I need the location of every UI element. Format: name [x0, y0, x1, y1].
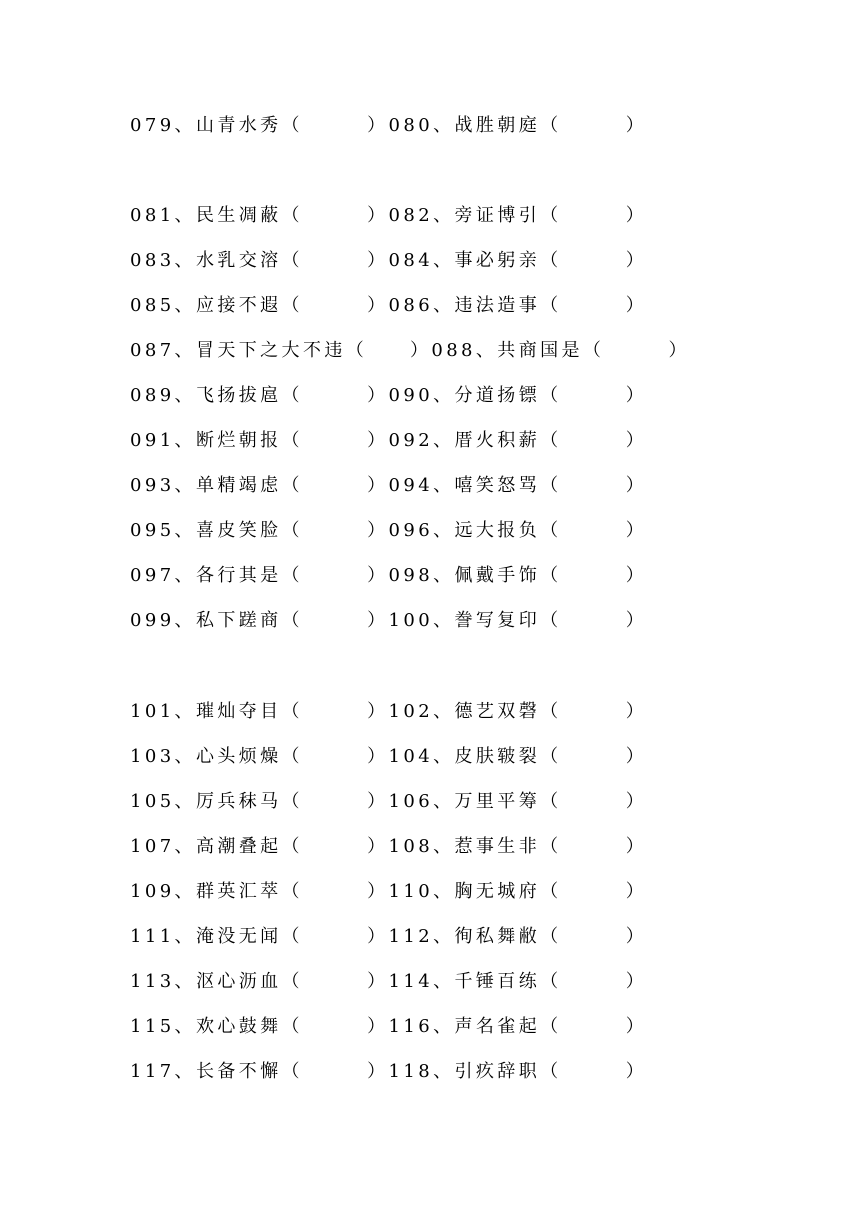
exercise-line-091-092: 091、断烂朝报（ ）092、厝火积薪（ ）	[130, 430, 648, 451]
exercise-line-099-100: 099、私下蹉商（ ）100、誊写复印（ ）	[130, 610, 648, 631]
exercise-line-111-112: 111、淹没无闻（ ）112、徇私舞敝（ ）	[130, 926, 648, 947]
exercise-line-105-106: 105、厉兵秣马（ ）106、万里平筹（ ）	[130, 791, 648, 812]
exercise-line-081-082: 081、民生凋蔽（ ）082、旁证博引（ ）	[130, 205, 648, 226]
exercise-line-085-086: 085、应接不遐（ ）086、违法造事（ ）	[130, 295, 648, 316]
exercise-line-107-108: 107、高潮叠起（ ）108、惹事生非（ ）	[130, 836, 648, 857]
exercise-line-097-098: 097、各行其是（ ）098、佩戴手饰（ ）	[130, 565, 648, 586]
exercise-line-117-118: 117、长备不懈（ ）118、引疚辞职（ ）	[130, 1061, 648, 1082]
exercise-line-103-104: 103、心头烦燥（ ）104、皮肤皲裂（ ）	[130, 746, 648, 767]
exercise-line-079-080: 079、山青水秀（ ）080、战胜朝庭（ ）	[130, 115, 648, 136]
exercise-line-093-094: 093、单精竭虑（ ）094、嘻笑怒骂（ ）	[130, 475, 648, 496]
exercise-line-083-084: 083、水乳交溶（ ）084、事必躬亲（ ）	[130, 250, 648, 271]
exercise-line-095-096: 095、喜皮笑脸（ ）096、远大报负（ ）	[130, 520, 648, 541]
exercise-line-101-102: 101、璀灿夺目（ ）102、德艺双磬（ ）	[130, 701, 648, 722]
exercise-line-089-090: 089、飞扬拔扈（ ）090、分道扬镖（ ）	[130, 385, 648, 406]
exercise-line-113-114: 113、沤心沥血（ ）114、千锤百练（ ）	[130, 971, 648, 992]
exercise-line-109-110: 109、群英汇萃（ ）110、胸无城府（ ）	[130, 881, 648, 902]
exercise-line-087-088: 087、冒天下之大不违（ ）088、共商国是（ ）	[130, 340, 690, 361]
exercise-line-115-116: 115、欢心鼓舞（ ）116、声名雀起（ ）	[130, 1016, 648, 1037]
